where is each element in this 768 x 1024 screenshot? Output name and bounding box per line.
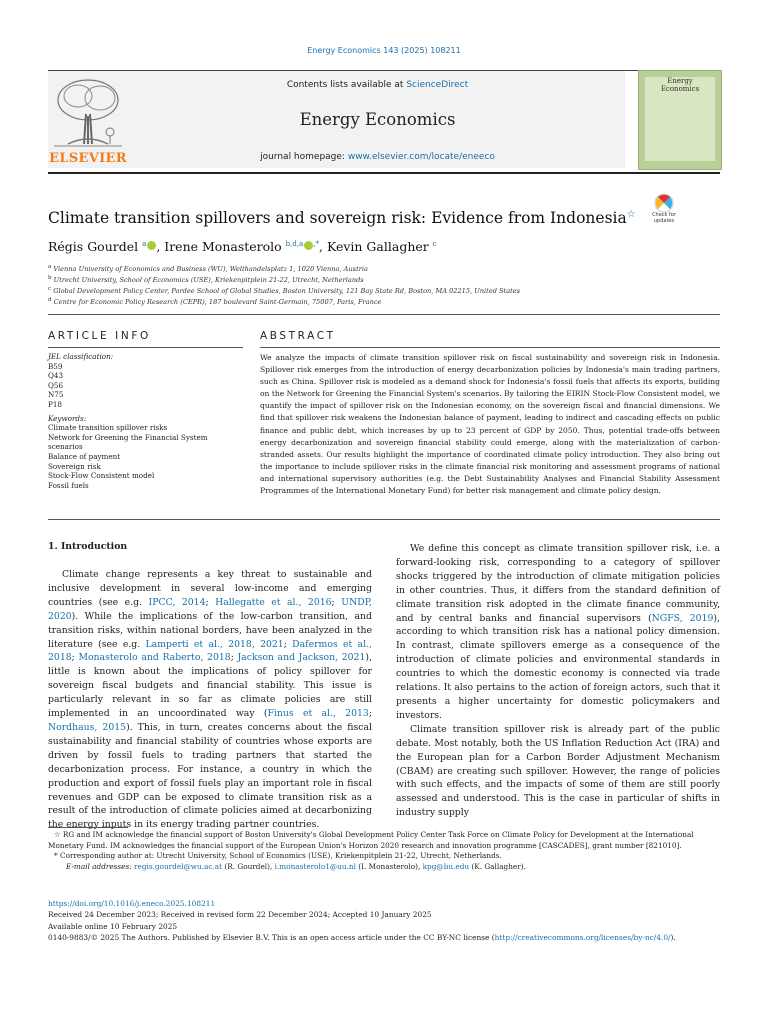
jel-code: B59 <box>48 361 63 371</box>
jel-code: Q43 <box>48 371 64 381</box>
corresponding-mark: * <box>54 851 58 861</box>
body-text: ). While the implications of the low-carbon transition, and transition risks, within national borders, have been analyzed in the literature (see e.g. <box>48 610 372 650</box>
header-top-rule <box>48 70 720 71</box>
citation-link[interactable]: Monasterolo and Raberto, 2018 <box>78 652 231 664</box>
body-text: ; <box>331 596 342 608</box>
publisher-wordmark: ELSEVIER <box>49 151 127 166</box>
license-prefix: 0140-9883/© 2025 The Authors. Published by Elsevier B.V. This is an open access article under the CC BY-NC license ( <box>48 932 495 942</box>
affiliation-sup: a <box>48 264 52 270</box>
citation-link[interactable]: Lamperti et al., 2018, 2021 <box>145 638 284 650</box>
body-text: ; <box>283 638 293 650</box>
article-info-heading: ARTICLE INFO <box>48 330 151 342</box>
affiliation-item <box>48 297 728 306</box>
affiliation-sup: d <box>48 297 52 303</box>
body-text: ). This, in turn, creates concerns about the fiscal sustainability and financial stability of countries whose exports are driven by fossil fuels to trading partners that started the decarbonization process. For instance, a country in which the production and export of fossil fuels play an important role in fiscal revenues and GDP can be exposed to climate transition risk as a result of the introduction of climate policies aimed at decarbonizing the energy inputs in its energy trading partner countries. <box>48 721 372 831</box>
intro-right-column <box>396 542 720 820</box>
author-name[interactable]: Régis Gourdel <box>48 239 139 254</box>
article-title <box>48 209 638 227</box>
section-divider <box>48 314 720 315</box>
citation-link[interactable]: Jackson and Jackson, 2021 <box>237 652 366 664</box>
footnotes <box>48 830 720 872</box>
citation-link[interactable]: Nordhaus, 2015 <box>48 721 127 733</box>
corresponding-footnote-text: Corresponding author at: Utrecht University, School of Economics (USE), Kriekenpitplein 21-22, Utrecht, Netherlands. <box>59 851 502 861</box>
doi-link[interactable]: https://doi.org/10.1016/j.eneco.2025.108211 <box>48 899 216 908</box>
email-owner: (K. Gallagher). <box>469 861 526 871</box>
citation-link[interactable]: NGFS, 2019 <box>651 612 714 624</box>
author-list: Régis Gourdel $^a$ , Irene Monasterolo $^{b,d,a}$ ,*, Kevin Gallagher $^c$ <box>48 239 437 254</box>
orcid-icon[interactable] <box>304 241 313 250</box>
journal-cover-thumbnail[interactable] <box>638 70 722 170</box>
corresponding-footnote <box>48 851 720 862</box>
received-dates: Received 24 December 2023; Received in revised form 22 December 2024; Accepted 10 January 2025 <box>48 910 432 920</box>
body-text: Climate change represents a key threat to sustainable and inclusive development in several low-income and emerging countries (see e.g. <box>48 569 372 608</box>
footnote-rule <box>48 827 128 828</box>
jel-code: P18 <box>48 399 62 409</box>
body-text: ; <box>71 652 79 664</box>
affiliation-sup: b <box>48 275 52 281</box>
cover-title: Energy Economics <box>660 77 700 93</box>
author-affil-sup[interactable]: a <box>142 239 147 248</box>
article-metadata <box>48 898 720 943</box>
header-bottom-rule <box>48 172 720 174</box>
citation-link[interactable]: UNDP, 2020 <box>48 596 373 622</box>
keyword: Stock-Flow Consistent model <box>48 471 155 481</box>
contents-prefix: Contents lists available at <box>286 80 407 90</box>
license-link[interactable]: http://creativecommons.org/licenses/by-nc/4.0/ <box>494 932 671 942</box>
keyword: Sovereign risk <box>48 461 101 471</box>
keyword: Balance of payment <box>48 451 121 461</box>
article-info-rule <box>48 347 243 348</box>
abstract-text: We analyze the impacts of climate transition spillover risk on fiscal sustainability and sovereign risk in Indonesia. Spillover risk emerges from the introduction of energy decarbonization policies by Indonesia's main trading partners, such as China. Spillover risk is modeled as a demand shock for Indonesia's fossil fuels that affects its exports, building on the Network for Greening the Financial System's scenarios. By tailoring the EIRIN Stock-Flow Consistent model, we quantify the impact of spillover risk on the Indonesian economy, on the sovereign fiscal and financial dimensions. We find that spillover risk weakens the Indonesian balance of payment, leading to indirect and cascading effects on public finance and public debt, which increases by up to 23 percent of GDP by 2050. Thus, potential trade-offs between energy decarbonization and sovereign financial stability could emerge, along with the materialization of carbon-stranded assets. Our results highlight the importance of coordinated climate policy introduction. They also bring out the importance to include spillover risks in the climate financial risk monitoring and assessment programs of national and international supervisory authorities (e.g. the Debt Sustainability Analyses and Financial Stability Assessment Programmes of the International Monetary Fund) for better risk management and climate policy design. <box>260 353 720 496</box>
keywords-label: Keywords: <box>48 413 87 423</box>
affiliation-item <box>48 264 728 273</box>
email-link[interactable]: kpg@bu.edu <box>422 861 470 871</box>
affiliation-item <box>48 275 728 284</box>
body-text: ; <box>230 652 238 664</box>
license-line <box>48 932 720 943</box>
homepage-prefix: journal homepage: <box>260 152 348 162</box>
journal-homepage-line <box>130 152 625 162</box>
orcid-icon[interactable] <box>147 241 156 250</box>
email-line <box>48 862 720 873</box>
article-info-list <box>48 352 243 490</box>
abstract-rule <box>260 347 720 348</box>
email-label: E-mail addresses: <box>66 861 132 871</box>
available-online: Available online 10 February 2025 <box>48 921 178 931</box>
body-text: ), little is known about the implications of policy spillover for sovereign fiscal budgets and financial stability. This issue is particularly relevant in so far as climate policies are still implemented in an uncoordinated way ( <box>48 652 372 720</box>
introduction-heading: 1. Introduction <box>48 541 128 552</box>
intro-paragraph <box>396 542 720 723</box>
email-owner: (R. Gourdel), <box>222 861 275 871</box>
email-link[interactable]: i.monasterolo1@uu.nl <box>274 861 356 871</box>
keyword: Network for Greening the Financial System scenarios <box>48 432 208 452</box>
author-name[interactable]: Irene Monasterolo <box>164 239 282 254</box>
body-text: We define this concept as climate transition spillover risk, i.e. a forward-looking risk, corresponding to a category of spillover shocks triggered by the introduction of climate mitigation policies in other countries. Thus, it differs from the standard definition of climate transition risk adopted in the climate finance community, and by central banks and financial supervisors ( <box>396 543 720 624</box>
affiliation-text: Vienna University of Economics and Business (WU), Welthandelsplatz 1, 1020 Vienna, Austria <box>53 265 368 274</box>
journal-name: Energy Economics <box>299 110 456 129</box>
affiliation-sup: c <box>48 286 52 292</box>
citation-link[interactable]: Hallegatte et al., 2016 <box>215 596 332 608</box>
funding-footnote <box>48 830 720 851</box>
footnote-star-mark: ☆ <box>54 830 61 839</box>
intro-paragraph: Climate transition spillover risk is already part of the public debate. Most notably, both the US Inflation Reduction Act (IRA) and the European plan for a Carbon Border Adjustment Mechanism (CBAM) are creating such spillover. However, the range of policies with such effects, and the impacts of some of them are still poorly assessed and understood. This is the case in particular of shifts in industry supply <box>396 723 720 819</box>
keyword: Climate transition spillover risks <box>48 423 168 433</box>
license-suffix: ). <box>670 932 676 942</box>
body-text: ; <box>368 708 372 720</box>
crossmark-label: Check for updates <box>652 212 676 224</box>
body-text: ; <box>205 596 216 608</box>
citation-link[interactable]: Finus et al., 2013 <box>267 708 369 720</box>
funding-footnote-text: RG and IM acknowledge the financial support of Boston University's Global Development Policy Center Task Force on Climate Policy for Development at the International Monetary Fund. IM acknowledges the financial support of the European Union's Horizon 2020 research and innovation programme [CASCADES], grant number [821010]. <box>48 830 694 850</box>
affiliation-text: Global Development Policy Center, Pardee School of Global Studies, Boston University, 121 Bay State Rd, Boston, MA 02215, United States <box>53 287 521 296</box>
author-affil-sup[interactable]: b,d,a <box>285 239 304 248</box>
email-link[interactable]: regis.gourdel@wu.ac.at <box>134 861 223 871</box>
citation-link[interactable]: Dafermos et al., 2018 <box>48 638 372 664</box>
intro-paragraph <box>48 568 372 832</box>
body-text: ), according to which transition risk has a national policy dimension. In contrast, climate spillovers emerge as a consequence of the introduction of climate policies and environmental standards in countries to which the domestic economy is connected via trade relations. It also pertains to the action of foreign actors, such that it presents a higher uncertainty for domestic policymakers and investors. <box>396 612 720 721</box>
author-affil-sup[interactable]: c <box>432 239 437 248</box>
affiliation-text: Centre for Economic Policy Research (CEPR), 187 boulevard Saint-Germain, 75007, Paris, France <box>53 298 382 307</box>
jel-code: N75 <box>48 390 64 400</box>
title-text: Climate transition spillovers and sovereign risk: Evidence from Indonesia <box>48 209 627 228</box>
jel-label: JEL classification: <box>48 352 114 361</box>
keyword: Fossil fuels <box>48 480 89 490</box>
intro-left-column <box>48 568 372 832</box>
corresponding-mark[interactable]: ,* <box>313 239 319 248</box>
affiliation-text: Utrecht University, School of Economics (USE), Kriekenpitplein 21-22, Utrecht, Netherlands <box>53 276 364 285</box>
affiliation-item <box>48 286 728 295</box>
email-owner: (I. Monasterolo), <box>355 861 423 871</box>
homepage-link[interactable]: www.elsevier.com/locate/eneeco <box>347 152 495 162</box>
citation-link[interactable]: IPCC, 2014 <box>148 596 206 608</box>
section-divider <box>48 519 720 520</box>
jel-code: Q56 <box>48 380 64 390</box>
journal-citation[interactable]: Energy Economics 143 (2025) 108211 <box>307 46 461 55</box>
contents-available-line <box>130 80 625 90</box>
title-footnote-star[interactable]: ☆ <box>626 209 636 220</box>
abstract-heading: ABSTRACT <box>260 330 336 342</box>
author-name[interactable]: Kevin Gallagher <box>326 239 429 254</box>
sciencedirect-link[interactable]: ScienceDirect <box>406 80 469 90</box>
